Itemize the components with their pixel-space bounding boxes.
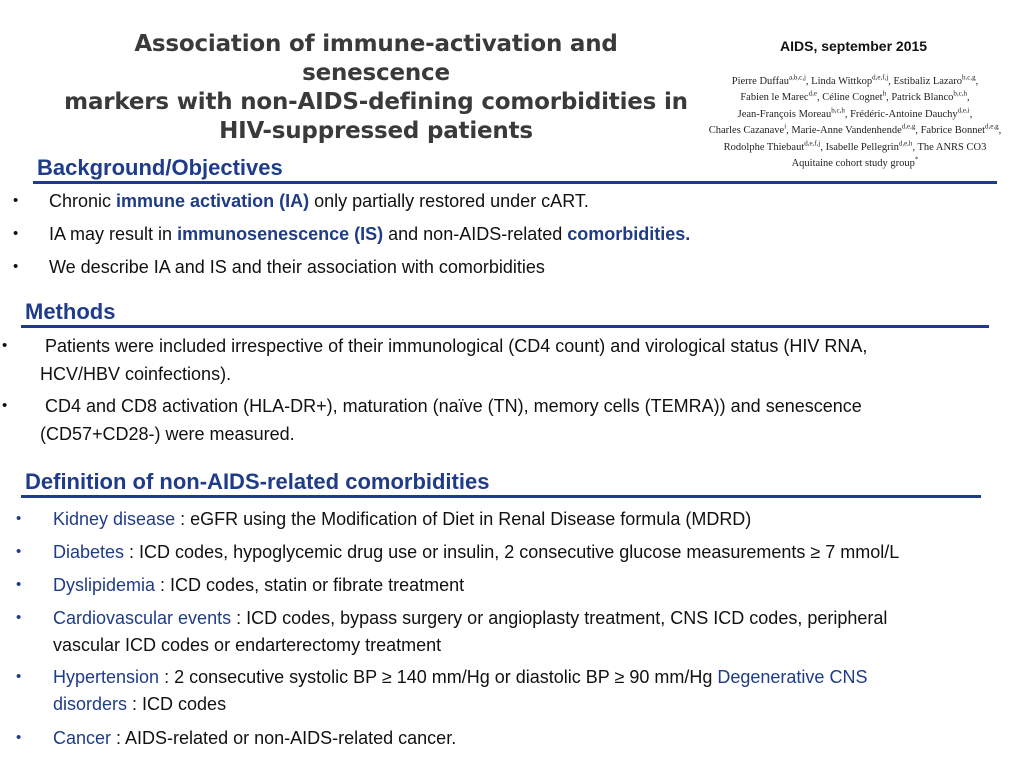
author-affiliation: i — [784, 122, 787, 131]
definition-text: : AIDS-related or non-AIDS-related cancer. — [111, 728, 457, 748]
author-affiliation: d,e,i — [957, 106, 970, 115]
background-heading: Background/Objectives — [37, 155, 283, 180]
author-affiliation: d,e,g — [985, 122, 999, 131]
author-name: Fabien le Marec — [740, 92, 809, 104]
term-diabetes: Diabetes — [53, 542, 125, 562]
methods-bullet-2-line-1: CD4 and CD8 activation (HLA-DR+), maturation (naïve (TN), memory cells (TEMRA)) and senescence — [45, 396, 862, 416]
bullet-icon: • — [2, 337, 8, 354]
author-name: Frédéric-Antoine Dauchy — [850, 108, 958, 120]
term-degenerative-cns: Degenerative CNS — [717, 667, 868, 687]
bullet-icon: • — [16, 729, 22, 746]
author-name: Isabelle Pellegrin — [825, 141, 899, 153]
term-dyslipidemia: Dyslipidemia — [53, 575, 156, 595]
bullet-icon: • — [13, 258, 19, 275]
definition-text: : ICD codes, statin or fibrate treatment — [155, 575, 465, 595]
author-affiliation: d,e,h — [898, 139, 913, 148]
definitions-heading: Definition of non-AIDS-related comorbidities — [25, 469, 490, 494]
term-cancer: Cancer — [53, 728, 112, 748]
definition-text: : ICD codes, hypoglycemic drug use or insulin, 2 consecutive glucose measurements ≥ 7 mmol/L — [124, 542, 900, 562]
definition-cardiovascular-line-2: vascular ICD codes or endarterectomy treatment — [53, 635, 442, 655]
author-name: The ANRS CO3 — [917, 141, 987, 153]
author-name: Céline Cognet — [822, 92, 883, 104]
author-affiliation: d,e,f,j — [872, 73, 889, 82]
author-name: Fabrice Bonnet — [920, 125, 986, 137]
author-affiliation: h — [882, 89, 887, 98]
author-affiliation: b,c,h — [831, 106, 845, 115]
definition-cardiovascular-line-1 — [53, 604, 887, 633]
definition-text: : ICD codes — [127, 694, 227, 714]
term-disorders: disorders — [53, 694, 128, 714]
author-name: Linda Wittkop — [811, 76, 873, 87]
author-affiliation: d,e — [808, 89, 817, 98]
background-divider — [33, 181, 997, 184]
methods-heading: Methods — [25, 299, 116, 324]
bullet-icon: • — [13, 225, 19, 242]
author-name: Marie-Anne Vandenhende — [791, 125, 902, 137]
author-name: Pierre Duffau — [731, 76, 789, 87]
author-affiliation: d,e,g — [901, 122, 916, 131]
background-bullet-2 — [49, 220, 690, 249]
paper-title-line-2: markers with non-AIDS-defining comorbidities in — [64, 89, 688, 115]
background-bullet-1 — [49, 187, 589, 216]
author-name: Charles Cazanave — [708, 125, 785, 137]
author-affiliation: a,b,c,j — [789, 73, 806, 82]
definition-dyslipidemia — [53, 571, 464, 600]
author-name: Aquitaine cohort study group — [791, 158, 915, 170]
bullet-text: and non-AIDS-related — [383, 224, 568, 244]
bullet-icon: • — [16, 543, 22, 560]
methods-bullet-1-line-2: HCV/HBV coinfections). — [40, 364, 232, 384]
author-name: Patrick Blanco — [891, 92, 954, 104]
definition-diabetes — [53, 538, 899, 567]
author-name: Jean-François Moreau — [737, 108, 832, 120]
methods-bullet-1-line-1: Patients were included irrespective of their immunological (CD4 count) and virological status (HIV RNA, — [45, 336, 868, 356]
bullet-icon: • — [16, 576, 22, 593]
bullet-text: Chronic — [49, 191, 117, 211]
author-affiliation: b,c,h — [953, 89, 968, 98]
bullet-icon: • — [16, 510, 22, 527]
term-cardiovascular-events: Cardiovascular events — [53, 608, 232, 628]
definition-text: : 2 consecutive systolic BP ≥ 140 mm/Hg or diastolic BP ≥ 90 mm/Hg — [159, 667, 718, 687]
journal-citation: AIDS, september 2015 — [780, 38, 928, 54]
definition-hypertension-line-2 — [53, 690, 226, 719]
bullet-text: only partially restored under cART. — [309, 191, 589, 211]
definition-text: : ICD codes, bypass surgery or angioplasty treatment, CNS ICD codes, peripheral — [231, 608, 888, 628]
bullet-icon: • — [13, 192, 19, 209]
paper-title-line-3: HIV-suppressed patients — [219, 118, 533, 144]
bullet-icon: • — [2, 397, 8, 414]
highlight-immunosenescence: immunosenescence (IS) — [177, 224, 384, 244]
paper-title — [62, 30, 690, 146]
author-affiliation: d,e,f,j — [804, 139, 821, 148]
highlight-immune-activation: immune activation (IA) — [116, 191, 310, 211]
bullet-icon: • — [16, 609, 22, 626]
term-kidney-disease: Kidney disease — [53, 509, 176, 529]
background-bullet-3: We describe IA and IS and their association with comorbidities — [49, 257, 545, 277]
author-affiliation: b,c,g — [962, 73, 976, 82]
author-list: Pierre Duffau$^{a,b,c,j}$, Linda Wittkop$^{d,e,f,j}$, Estibaliz Lazaro$^{b,c,g}$, Fabien le Marec$^{d,e}$, Céline Cognet$^h$, Patrick Blanco$^{b,c,h}$, Jean-François Moreau$^{b,c,h}$, Frédéric-Antoine Dauchy$^{d,e,i}$, Charles Cazanave$^i$, Marie-Anne Vandenhende$^{d,e,g}$, Fabrice Bonnet$^{d,e,g}$, Rodolphe Thiebaut$^{d,e,f,j}$, Isabelle Pellegrin$^{d,e,h}$, The ANRS CO3 Aquitaine cohort study group* — [708, 73, 1002, 170]
bullet-text: IA may result in — [49, 224, 178, 244]
definition-kidney — [53, 505, 751, 534]
definitions-divider — [21, 495, 981, 498]
bullet-icon: • — [16, 668, 22, 685]
definition-text: : eGFR using the Modification of Diet in Renal Disease formula (MDRD) — [175, 509, 752, 529]
paper-title-line-1: Association of immune-activation and senescence — [134, 31, 618, 86]
definition-cancer — [53, 724, 456, 753]
author-name: Rodolphe Thiebaut — [723, 141, 805, 153]
methods-divider — [21, 325, 989, 328]
author-affiliation: * — [914, 155, 919, 164]
term-hypertension: Hypertension — [53, 667, 160, 687]
author-name: Estibaliz Lazaro — [893, 76, 962, 87]
highlight-comorbidities: comorbidities. — [567, 224, 691, 244]
methods-bullet-2-line-2: (CD57+CD28-) were measured. — [40, 424, 295, 444]
definition-hypertension-line-1 — [53, 663, 867, 692]
